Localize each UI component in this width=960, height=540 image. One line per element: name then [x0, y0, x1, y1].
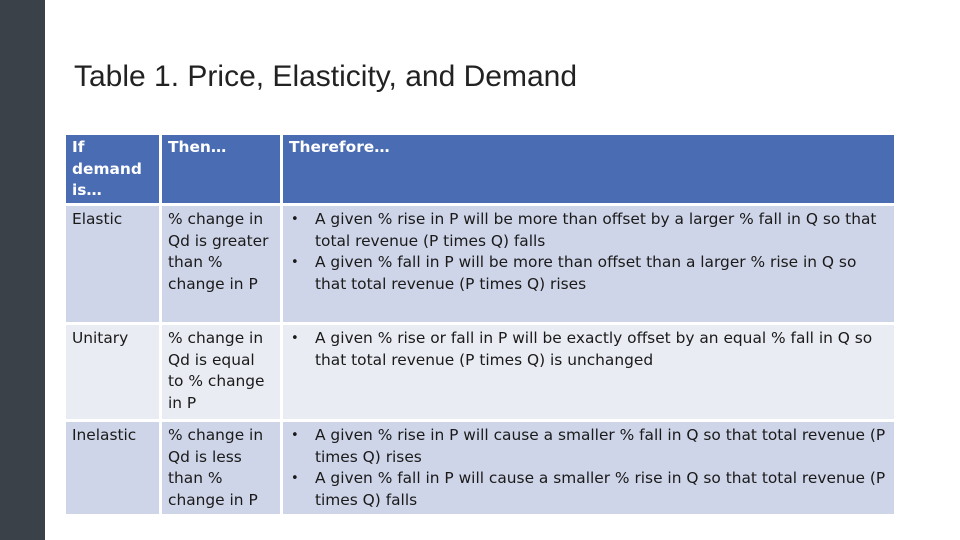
row-label: Unitary	[66, 325, 162, 422]
then-cell: % change in Qd is less than % change in P	[162, 422, 283, 517]
bullet-list	[289, 425, 888, 511]
bullet-dot-icon: •	[291, 212, 299, 227]
bullet-list	[289, 328, 888, 371]
bullet-item: • A given % rise in P will be more than offset by a larger % fall in Q so that total revenue (P times Q) falls	[291, 210, 877, 250]
therefore-cell	[283, 206, 894, 325]
bullet-dot-icon: •	[291, 255, 299, 270]
header-if-demand: If demand is…	[66, 135, 162, 206]
bullet-item: • A given % fall in P will be more than offset than a larger % rise in Q so that total revenue (P times Q) rises	[291, 253, 857, 293]
then-cell: % change in Qd is equal to % change in P	[162, 325, 283, 422]
therefore-cell	[283, 422, 894, 517]
bullet-list	[289, 209, 888, 295]
bullet-item: • A given % rise in P will cause a smaller % fall in Q so that total revenue (P times Q) rises	[291, 426, 886, 466]
bullet-item: • A given % fall in P will cause a smaller % rise in Q so that total revenue (P times Q) falls	[291, 469, 886, 509]
table-row	[66, 422, 894, 517]
bullet-dot-icon: •	[291, 331, 299, 346]
therefore-cell	[283, 325, 894, 422]
bullet-dot-icon: •	[291, 471, 299, 486]
elasticity-table	[66, 135, 894, 517]
row-label: Inelastic	[66, 422, 162, 517]
table-header-row	[66, 135, 894, 206]
header-then: Then…	[162, 135, 283, 206]
then-cell: % change in Qd is greater than % change in P	[162, 206, 283, 325]
row-label: Elastic	[66, 206, 162, 325]
header-therefore: Therefore…	[283, 135, 894, 206]
slide-title: Table 1. Price, Elasticity, and Demand	[74, 60, 578, 93]
bullet-item: • A given % rise or fall in P will be exactly offset by an equal % fall in Q so that total revenue (P times Q) is unchanged	[291, 329, 873, 369]
bullet-dot-icon: •	[291, 428, 299, 443]
table-row	[66, 325, 894, 422]
slide-side-bar	[0, 0, 45, 540]
table-row	[66, 206, 894, 325]
